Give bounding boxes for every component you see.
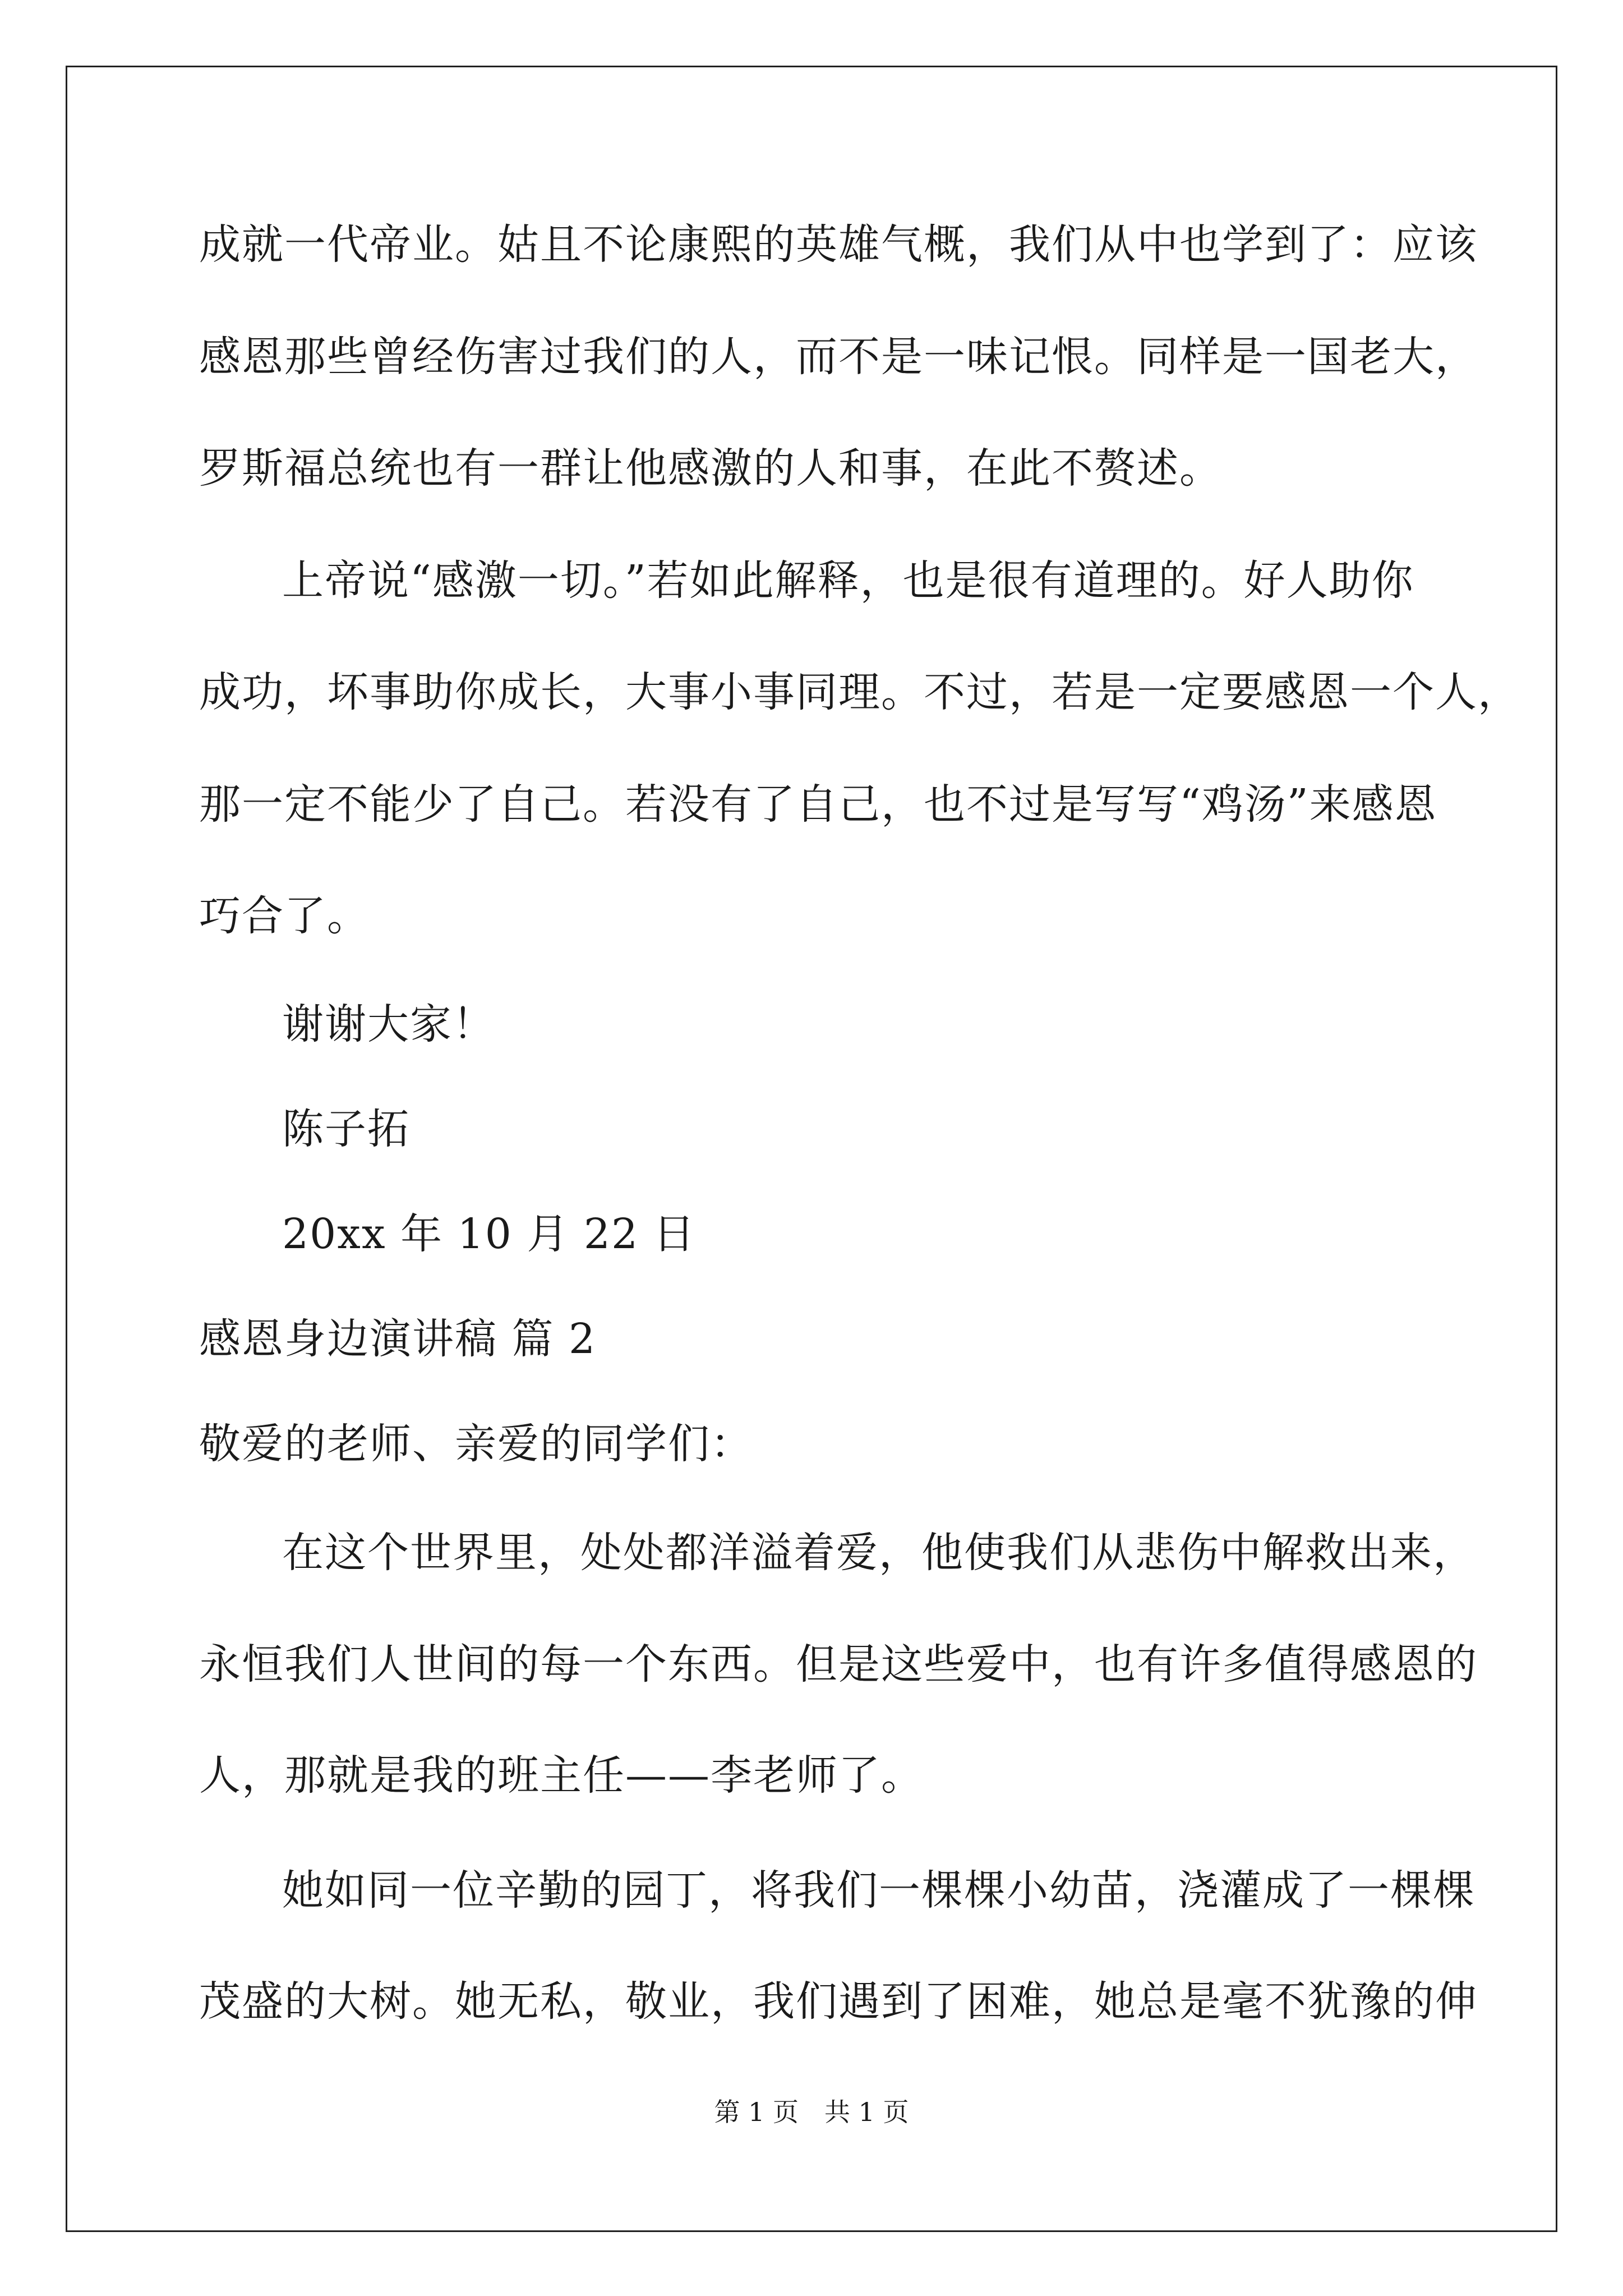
date-text: 20xx 年 10 月 22 日 [282,1210,696,1258]
closing-text: 谢谢大家！ [282,1000,495,1048]
text-line: 人，那就是我的班主任——李老师了。 [199,1751,924,1800]
text-line: 她如同一位辛勤的园丁，将我们一棵棵小幼苗，浇灌成了一棵棵 [282,1866,1476,1915]
text-line: 上帝说“感激一切。”若如此解释，也是很有道理的。好人助你 [282,556,1414,605]
text-line: 成功，坏事助你成长，大事小事同理。不过，若是一定要感恩一个人， [199,668,1520,716]
salutation: 敬爱的老师、亲爱的同学们： [199,1420,753,1468]
text-line: 感恩那些曾经伤害过我们的人，而不是一味记恨。同样是一国老大， [199,333,1478,381]
text-line: 在这个世界里，处处都洋溢着爱，他使我们从悲伤中解救出来， [282,1529,1476,1577]
page-number-footer: 第 1 页 共 1 页 [714,2097,909,2127]
text-line: 罗斯福总统也有一群让他感激的人和事，在此不赘述。 [199,444,1222,493]
text-line: 茂盛的大树。她无私，敬业，我们遇到了困难，她总是毫不犹豫的伸 [199,1977,1478,2026]
text-line: 永恒我们人世间的每一个东西。但是这些爱中，也有许多值得感恩的 [199,1640,1478,1688]
text-line: 那一定不能少了自己。若没有了自己，也不过是写写“鸡汤”来感恩 [199,780,1437,829]
section-heading: 感恩身边演讲稿 篇 2 [199,1315,597,1363]
text-line: 巧合了。 [199,892,370,940]
author-name: 陈子拓 [282,1105,410,1153]
text-line: 成就一代帝业。姑且不论康熙的英雄气概，我们从中也学到了：应该 [199,220,1478,269]
